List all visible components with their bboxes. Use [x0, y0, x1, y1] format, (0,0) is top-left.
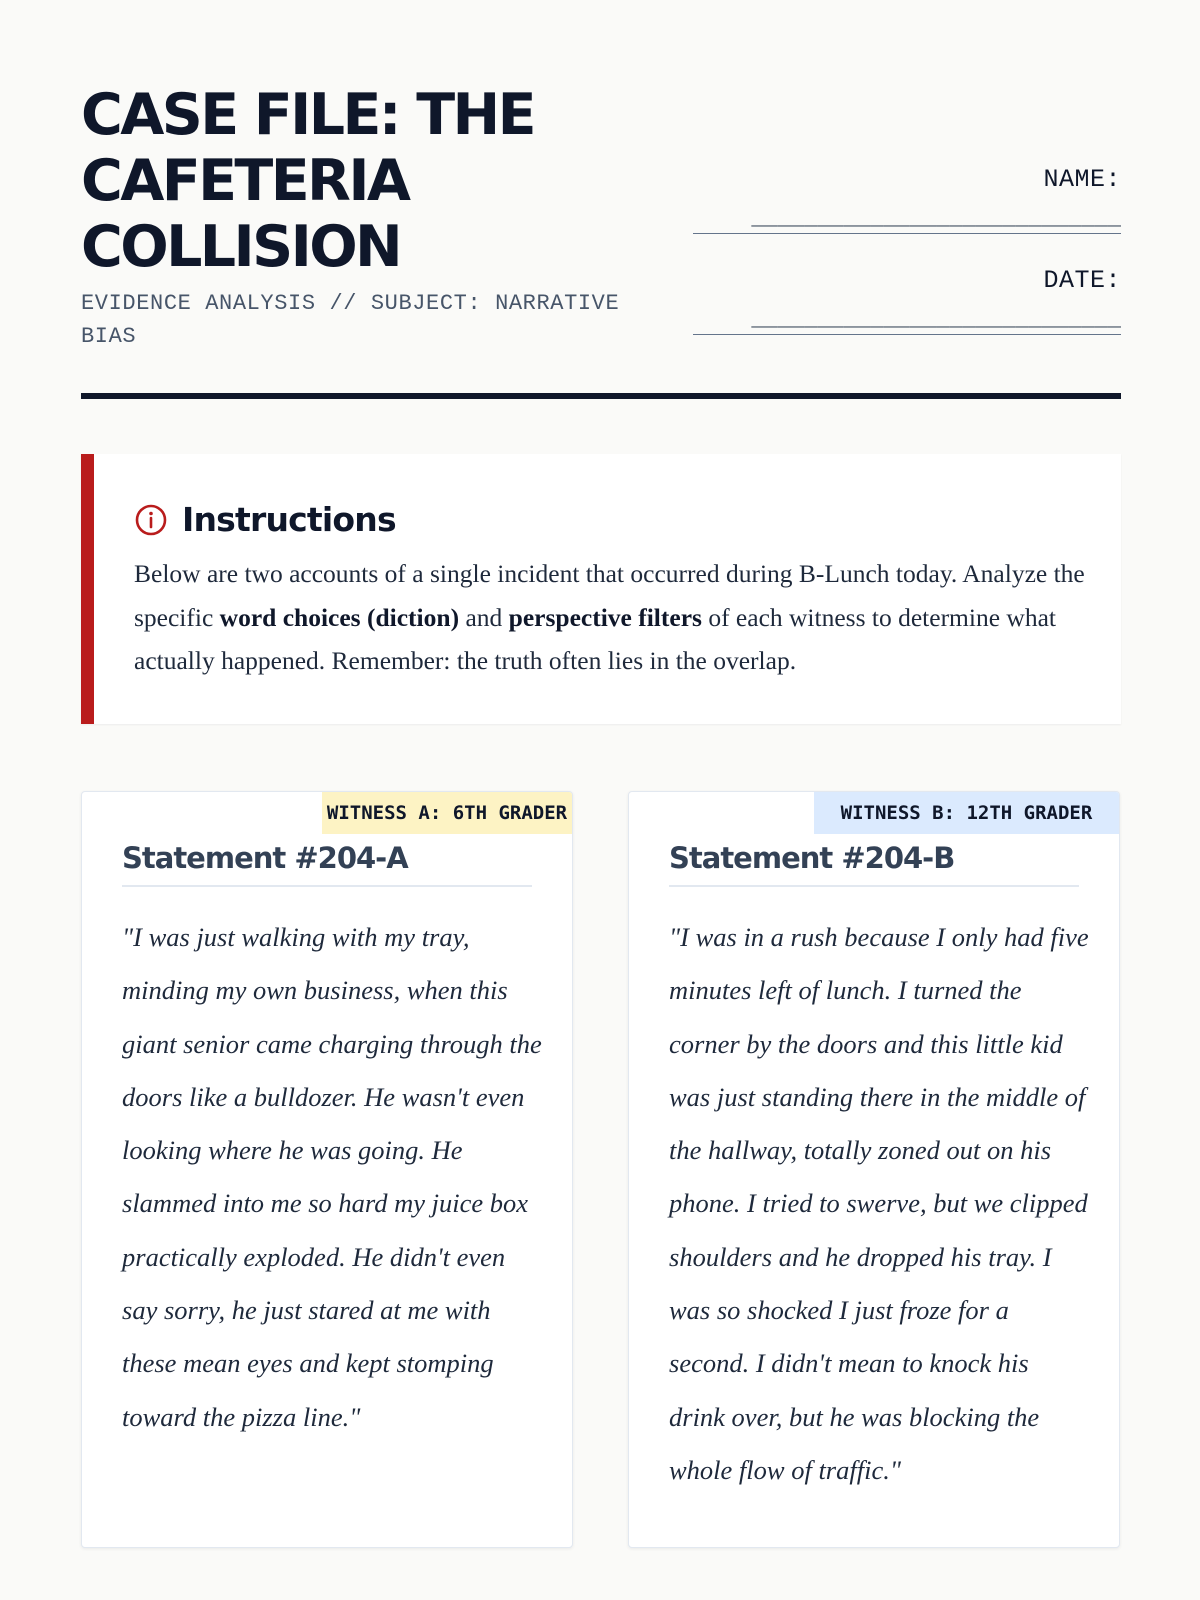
witness-b-statement-title: Statement #204-B	[669, 838, 1079, 887]
date-field[interactable]: ____________________________	[693, 306, 1121, 335]
worksheet-page	[81, 0, 1121, 1485]
witness-a-statement-title: Statement #204-A	[122, 838, 532, 887]
header-divider	[81, 393, 1121, 399]
name-field[interactable]: ____________________________	[693, 205, 1121, 234]
witness-b-tag: WITNESS B: 12TH GRADER	[814, 792, 1119, 834]
instructions-emphasis-diction: word choices (diction)	[219, 602, 460, 632]
instructions-header	[134, 500, 396, 539]
date-label: DATE:	[1043, 266, 1121, 295]
header	[81, 0, 1121, 400]
name-field-group	[693, 165, 1121, 234]
witness-b-card	[628, 791, 1120, 1548]
page-subtitle: EVIDENCE ANALYSIS // SUBJECT: NARRATIVE BIAS	[81, 291, 620, 349]
instructions-text-part: of each witness to determine what actually happened. Remember: the truth often lies in the overlap.	[134, 602, 1056, 675]
witness-a-tag: WITNESS A: 6TH GRADER	[322, 792, 572, 834]
instructions-title: Instructions	[182, 500, 396, 539]
witness-a-statement: "I was just walking with my tray, minding my own business, when this giant senior came charging through the doors like a bulldozer. He wasn't even looking where he was going. He slammed into me so hard my juice box practically exploded. He didn't even say sorry, he just stared at me with these mean eyes and kept stomping toward the pizza line."	[122, 922, 542, 1432]
witness-b-statement: "I was in a rush because I only had five minutes left of lunch. I turned the corner by the doors and this little kid was just standing there in the middle of the hallway, totally zoned out on his phone. I tried to swerve, but we clipped shoulders and he dropped his tray. I was so shocked I just froze for a second. I didn't mean to knock his drink over, but he was blocking the whole flow of traffic."	[669, 922, 1089, 1485]
instructions-text-part: and	[459, 602, 509, 632]
name-label: NAME:	[1043, 165, 1121, 194]
instructions-text	[134, 552, 1094, 683]
date-field-group	[693, 266, 1121, 335]
page-title: CASE FILE: THE CAFETERIA COLLISION	[81, 82, 534, 280]
instructions-emphasis-perspective: perspective filters	[508, 602, 702, 632]
instructions-panel	[81, 454, 1121, 724]
witness-a-card	[81, 791, 573, 1548]
info-circle-icon	[134, 503, 168, 537]
instructions-text-part: Below are two accounts of a single incident that occurred during B-Lunch today. Analyze the specific	[134, 559, 1085, 632]
